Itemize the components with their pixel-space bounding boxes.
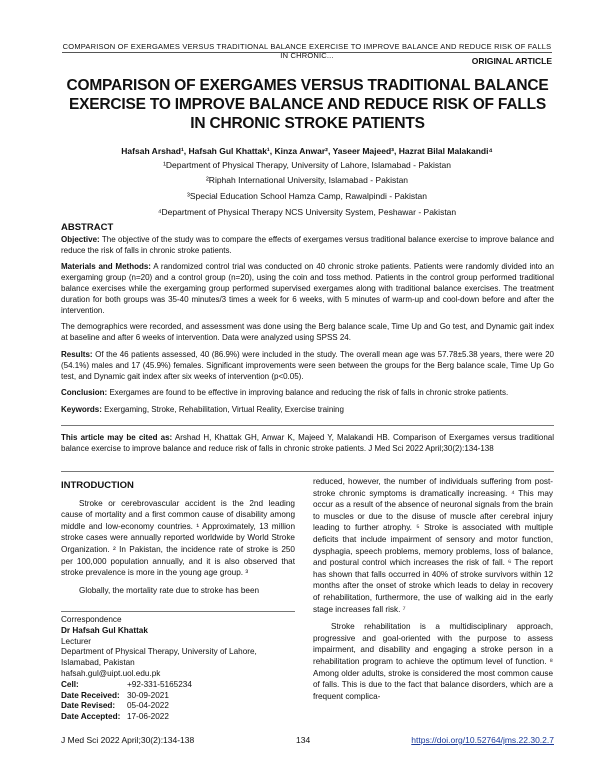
- intro-paragraph: reduced, however, the number of individuals suffering from post-stroke chronic symptoms is dramatically increasing. ⁴ This may occur as a result of the absence of neuronal signals from the brain to muscles or due to the disuse of muscle after cerebral injury leading to further atrophy. ⁵ Stroke is associated with multiple deficits that include impairment of sensory and motor function, dysphagia, speech problems, memory problems, loss of balance, and postural control which increases the risk of fall. ⁶ The report has shown that falls occurred in 40% of stroke survivors within 12 months after the onset of stroke which leads to delay in recovery of rehabilitation, furthermore, the use of walking aid in the early stage increases fall risk. ⁷: [313, 477, 553, 614]
- revised-row: [61, 701, 295, 712]
- abstract: [61, 223, 554, 422]
- received-row: [61, 691, 295, 702]
- conclusion-label: Conclusion:: [61, 388, 108, 398]
- article-type: ORIGINAL ARTICLE: [471, 56, 552, 66]
- left-column: [61, 476, 295, 602]
- journal-reference: J Med Sci 2022 April;30(2):134-138: [61, 735, 195, 745]
- accepted-value: 17-06-2022: [127, 712, 169, 722]
- intro-paragraph: Globally, the mortality rate due to stroke has been: [79, 585, 260, 595]
- page-number: 134: [296, 735, 311, 745]
- correspondent-email[interactable]: hafsah.gul@uipt.uol.edu.pk: [61, 668, 161, 678]
- correspondence-heading: Correspondence: [61, 615, 122, 624]
- citation: [61, 433, 554, 455]
- revised-value: 05-04-2022: [127, 701, 169, 711]
- abstract-objective: [61, 235, 554, 257]
- correspondent-name: Dr Hafsah Gul Khattak: [61, 625, 148, 635]
- right-column: [313, 476, 553, 708]
- keywords-text: Exergaming, Stroke, Rehabilitation, Virtual Reality, Exercise training: [101, 405, 344, 415]
- citation-label: This article may be cited as:: [61, 433, 173, 442]
- citation-divider-top: [61, 425, 554, 426]
- title-line: COMPARISON OF EXERGAMES VERSUS TRADITIONAL BALANCE: [66, 77, 549, 94]
- methods-text: A randomized control trial was conducted on 40 chronic stroke patients. Patients were randomly divided into an exergaming group (n=20) and a control group (n=20), using the coin and toss method. Patients in the control group performed traditional balance exercises while the exergaming group performed supervised exergames along with traditional balance exercises. The treatment duration for both groups was 35-40 minutes/3 times a week for 6 weeks, with 5 minutes of warm-up and cool-down before and after the intervention.: [61, 262, 554, 315]
- cell-value: +92-331-5165234: [127, 679, 192, 689]
- affiliation: ¹Department of Physical Therapy, University of Lahore, Islamabad - Pakistan: [163, 160, 451, 170]
- title-line: IN CHRONIC STROKE PATIENTS: [190, 115, 425, 132]
- introduction-heading: INTRODUCTION: [61, 480, 134, 491]
- header-divider: [62, 52, 552, 53]
- intro-paragraph: Stroke rehabilitation is a multidisciplinary approach, progressive and goal-oriented with the purpose to assess impairment, and disability and engaging a stroke person in a rehabilitation program to achieve the optimum level of function. ⁸ Among older adults, stroke is considered the most common cause of falls. This is due to the fact that balance disorders, which are a frequent complica-: [313, 622, 553, 701]
- running-title: COMPARISON OF EXERGAMES VERSUS TRADITIONAL BALANCE EXERCISE TO IMPROVE BALANCE AND REDUCE RISK OF FALLS IN CHRONIC...: [62, 42, 552, 60]
- keywords-label: Keywords:: [61, 405, 102, 415]
- cell-row: [61, 680, 295, 691]
- received-label: Date Received:: [61, 690, 120, 700]
- results-label: Results:: [61, 349, 93, 359]
- methods-label: Materials and Methods:: [61, 262, 151, 272]
- conclusion-text: Exergames are found to be effective in improving balance and reducing the risk of falls in chronic stroke patients.: [107, 388, 509, 398]
- abstract-heading: ABSTRACT: [61, 222, 114, 233]
- objective-label: Objective:: [61, 234, 100, 244]
- affiliation: ⁴Department of Physical Therapy NCS University System, Peshawar - Pakistan: [157, 207, 457, 217]
- affiliation: ³Special Education School Hamza Camp, Rawalpindi - Pakistan: [186, 191, 427, 201]
- abstract-methods: [61, 262, 554, 316]
- correspondent-role: Lecturer: [61, 636, 92, 646]
- accepted-label: Date Accepted:: [61, 712, 121, 722]
- received-value: 30-09-2021: [127, 690, 169, 700]
- abstract-conclusion: [61, 388, 554, 399]
- cell-label: Cell:: [61, 679, 79, 689]
- doi-link[interactable]: https://doi.org/10.52764/jms.22.30.2.7: [411, 735, 554, 745]
- intro-paragraph: Stroke or cerebrovascular accident is the 2nd leading cause of mortality and a first common cause of disability among middle and low-economy countries. ¹ Approximately, 13 million stroke cases were annually reported worldwide by World Stroke Organization. ² In Pakistan, the incidence rate of stroke is 250 per 100,000 population annually, and it is also observed that stroke prevalence is more in the young age group. ³: [61, 498, 295, 578]
- title-line: EXERCISE TO IMPROVE BALANCE AND REDUCE RISK OF FALLS: [68, 96, 547, 113]
- objective-text: The objective of the study was to compare the effects of exergames versus traditional balance exercise to improve balance and reduce the risk of falls in chronic stroke patients.: [61, 234, 554, 255]
- revised-label: Date Revised:: [61, 701, 116, 711]
- abstract-keywords: [61, 405, 554, 416]
- accepted-row: [61, 712, 295, 723]
- correspondent-dept: Department of Physical Therapy, University of Lahore,: [61, 647, 257, 657]
- article-title: [40, 76, 575, 133]
- citation-text: Arshad H, Khattak GH, Anwar K, Majeed Y, Malakandi HB. Comparison of Exergames versus traditional balance exercise to improve balance and reduce risk of falls in chronic stroke patients. J Med Sci 2022 April;30(2):134-138: [61, 433, 554, 453]
- correspondence-box: [61, 611, 295, 723]
- abstract-results: [61, 350, 554, 382]
- abstract-demographics: The demographics were recorded, and assessment was done using the Berg balance scale, Time Up and Go test, and Dynamic gait index at baseline and after 6 weeks of intervention. Data were analyzed using SPSS 24.: [61, 322, 554, 343]
- citation-divider-bottom: [61, 471, 554, 472]
- affiliation: ²Riphah International University, Islamabad - Pakistan: [205, 175, 409, 185]
- results-text: Of the 46 patients assessed, 40 (86.9%) were included in the study. The overall mean age was 57.78±5.38 years, there were 20 (54.1%) males and 17 (45.9%) females. Significant improvements were seen between the groups for the Berg balance scale, Time Up Go test, and Dynamic gait index after six weeks of intervention (p<0.05).: [61, 349, 554, 381]
- correspondent-city: Islamabad, Pakistan: [61, 658, 135, 668]
- author-list: Hafsah Arshad¹, Hafsah Gul Khattak¹, Kinza Anwar², Yaseer Majeed³, Hazrat Bilal Malakandi⁴: [121, 146, 493, 156]
